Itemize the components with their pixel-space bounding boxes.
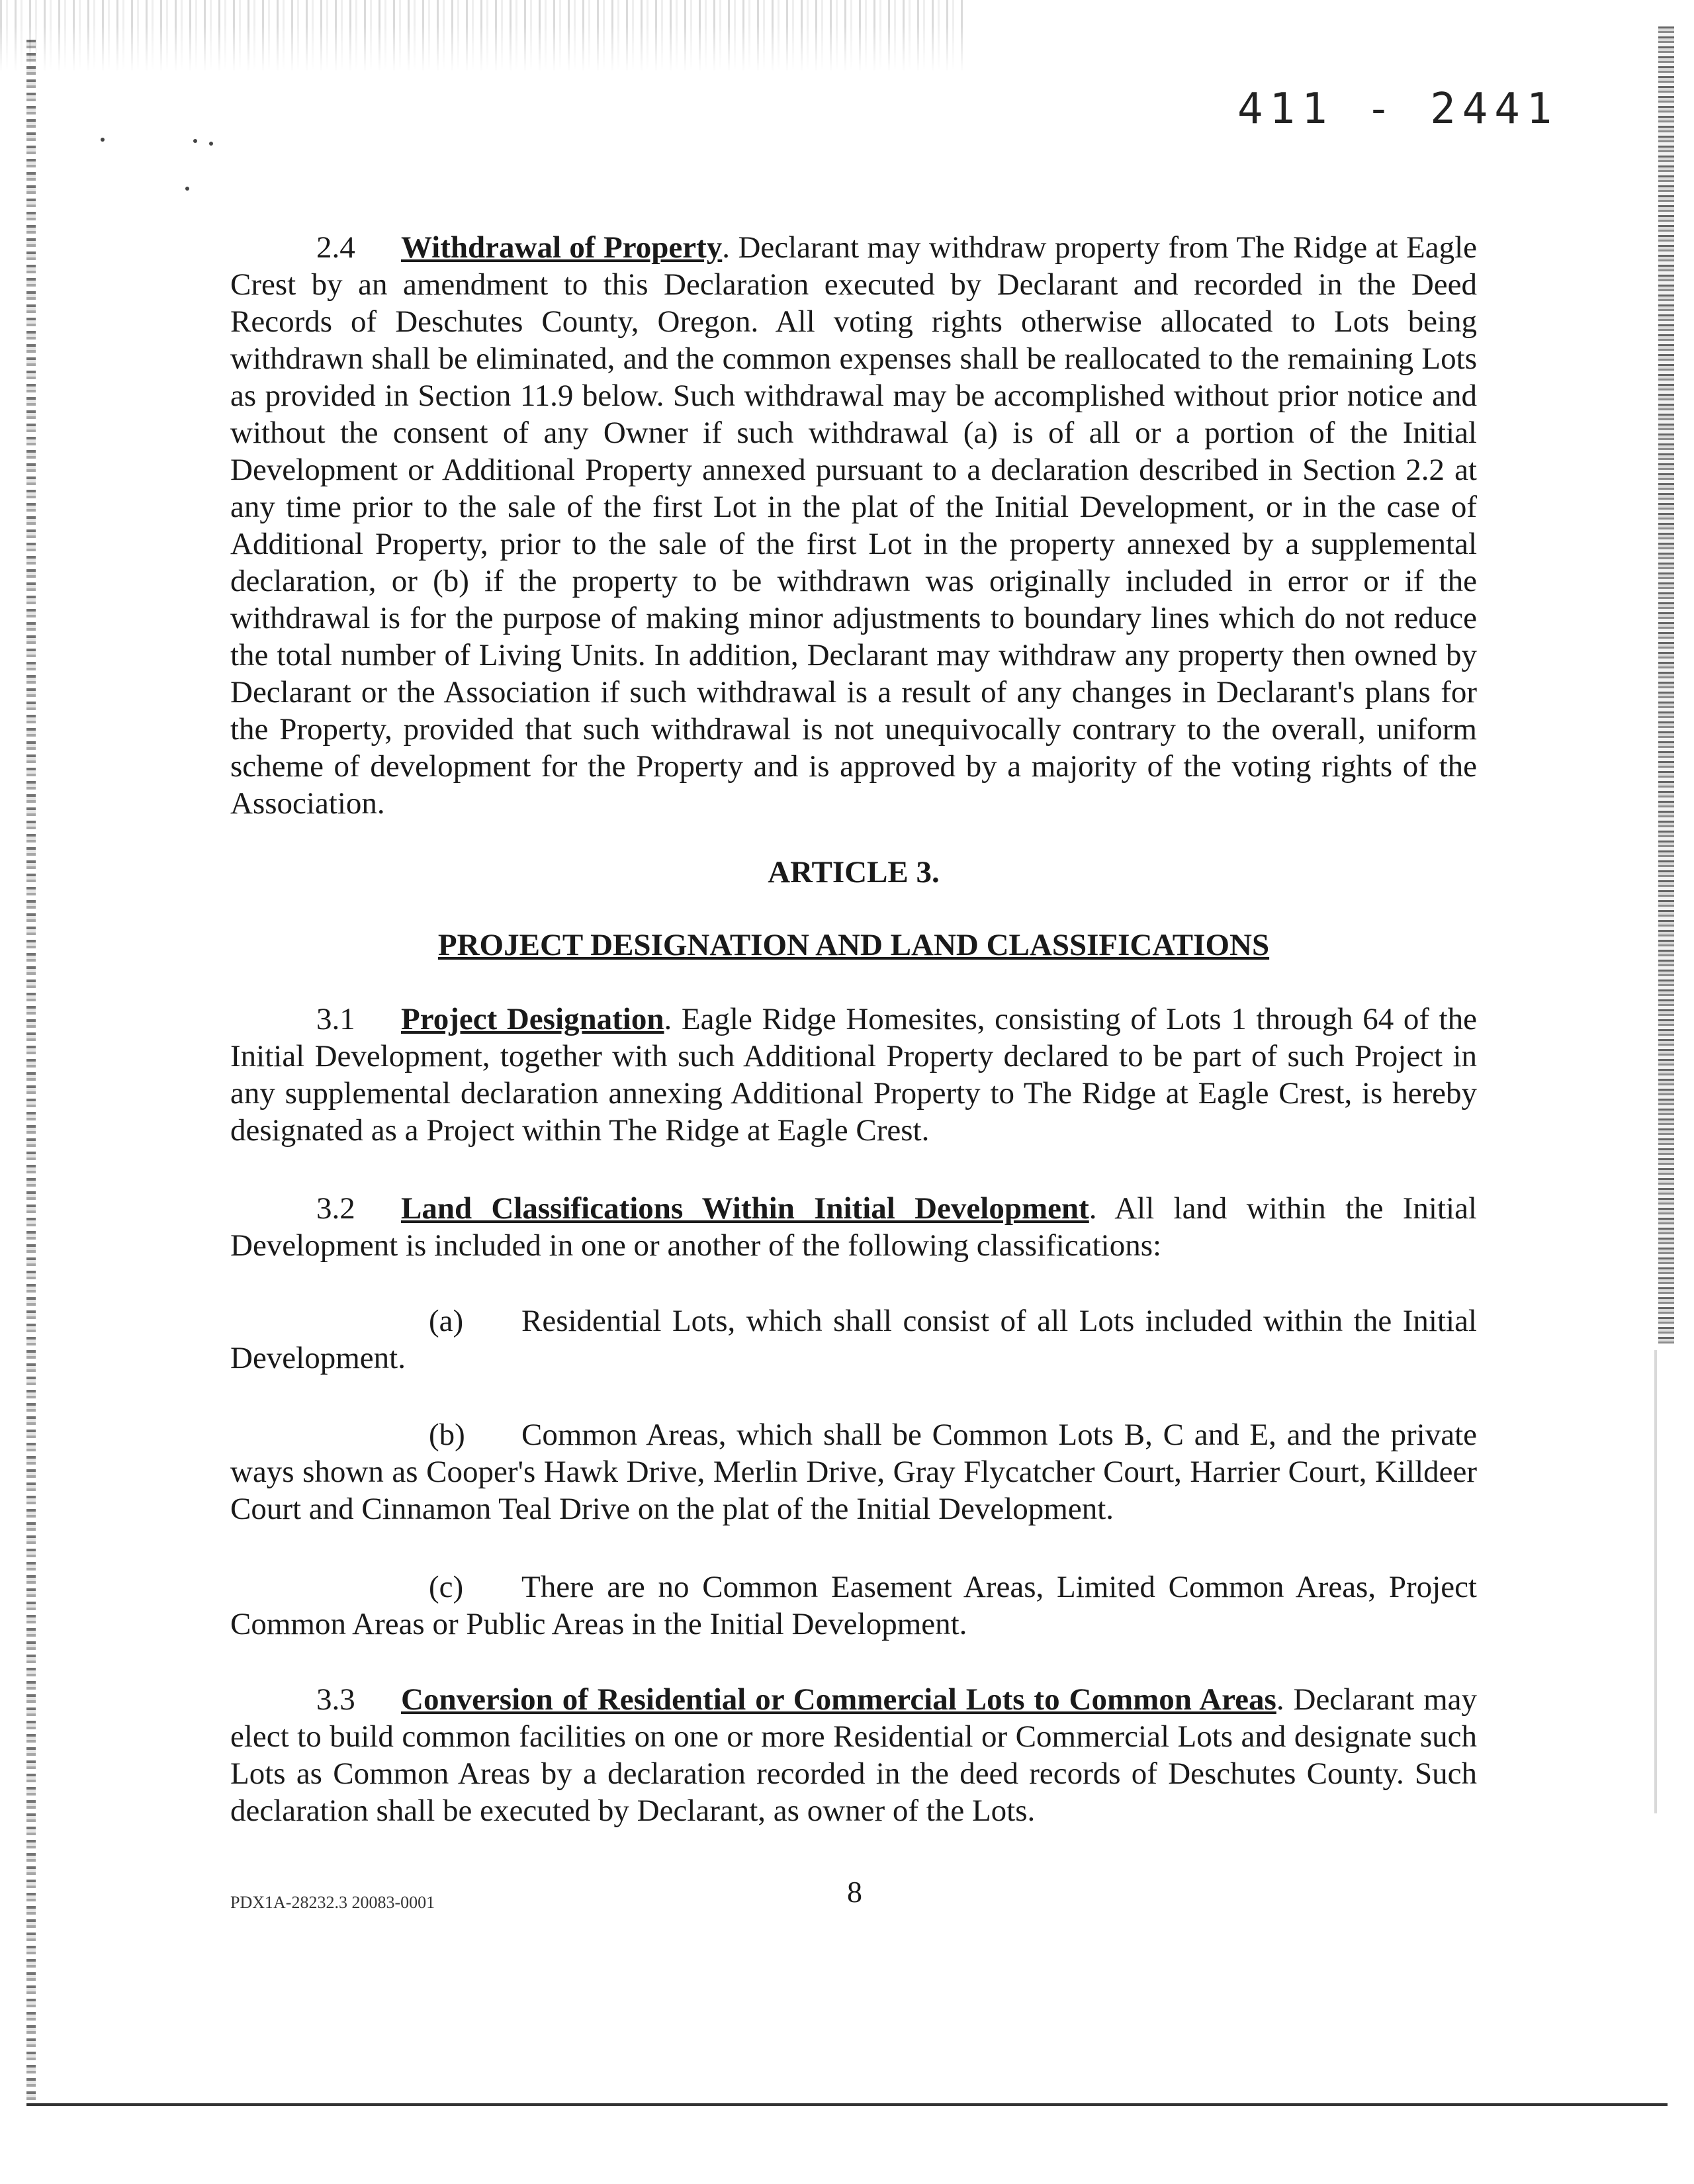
document-number: 411 - 2441 <box>1237 85 1559 134</box>
list-item-a <box>230 1302 1477 1377</box>
article-subtitle: PROJECT DESIGNATION AND LAND CLASSIFICATIONS <box>437 928 1270 962</box>
scan-speck <box>193 139 197 143</box>
scan-edge-right-lower <box>1654 1350 1657 1813</box>
scan-edge-right <box>1658 26 1674 1343</box>
scan-speck <box>185 187 189 191</box>
list-label: (a) <box>429 1304 464 1338</box>
list-text: Residential Lots, which shall consist of all Lots included within the Initial Development. <box>230 1304 1477 1375</box>
scan-speck <box>101 138 105 142</box>
section-3-2 <box>230 1190 1477 1264</box>
list-text: There are no Common Easement Areas, Limited Common Areas, Project Common Areas or Public Areas in the Initial Development. <box>230 1570 1477 1641</box>
scan-edge-left <box>26 40 36 2105</box>
section-text: . All land within the Initial Development is included in one or another of the following classifications: <box>230 1191 1477 1263</box>
footer-doc-id: PDX1A-28232.3 20083-0001 <box>230 1893 435 1912</box>
section-heading: Project Designation <box>401 1002 664 1036</box>
section-heading: Conversion of Residential or Commercial Lots to Common Areas <box>401 1682 1276 1717</box>
section-text: . Eagle Ridge Homesites, consisting of Lots 1 through 64 of the Initial Development, together with such Additional Property declared to be part of such Project in any supplemental declaration annexing Additional Property to The Ridge at Eagle Crest, is hereby designated as a Project within The Ridge at Eagle Crest. <box>230 1002 1477 1148</box>
section-text: . Declarant may elect to build common facilities on one or more Residential or Commercial Lots and designate such Lots as Common Areas by a declaration recorded in the deed records of Deschutes County. Such declaration shall be executed by Declarant, as owner of the Lots. <box>230 1682 1477 1828</box>
scan-speck <box>209 142 213 146</box>
page-number: 8 <box>847 1875 862 1909</box>
article-title: ARTICLE 3. <box>768 855 940 889</box>
section-number: 3.3 <box>316 1682 355 1717</box>
section-heading: Land Classifications Within Initial Development <box>401 1191 1089 1226</box>
section-text: . Declarant may withdraw property from The Ridge at Eagle Crest by an amendment to this Declaration executed by Declarant and recorded in the Deed Records of Deschutes County, Oregon. All voting rights otherwise allocated to Lots being withdrawn shall be eliminated, and the common expenses shall be reallocated to the remaining Lots as provided in Section 11.9 below. Such withdrawal may be accomplished without prior notice and without the consent of any Owner if such withdrawal (a) is of all or a portion of the Initial Development or Additional Property annexed pursuant to a declaration described in Section 2.2 at any time prior to the sale of the first Lot in the plat of the Initial Development, or in the case of Additional Property, prior to the sale of the first Lot in the property annexed by a supplemental declaration, or (b) if the property to be withdrawn was originally included in error or if the withdrawal is for the purpose of making minor adjustments to boundary lines which do not reduce the total number of Living Units. In addition, Declarant may withdraw any property then owned by Declarant or the Association if such withdrawal is a result of any changes in Declarant's plans for the Property, provided that such withdrawal is not unequivocally contrary to the overall, uniform scheme of development for the Property and is approved by a majority of the voting rights of the Association. <box>230 230 1477 821</box>
section-number: 3.2 <box>316 1191 355 1226</box>
section-number: 2.4 <box>316 230 355 265</box>
section-heading: Withdrawal of Property <box>401 230 723 265</box>
scan-edge-bottom <box>26 2103 1668 2106</box>
section-3-1 <box>230 1001 1477 1149</box>
section-2-4 <box>230 229 1477 822</box>
list-label: (c) <box>429 1570 464 1604</box>
list-text: Common Areas, which shall be Common Lots B, C and E, and the private ways shown as Cooper's Hawk Drive, Merlin Drive, Gray Flycatcher Court, Harrier Court, Killdeer Court and Cinnamon Teal Drive on the plat of the Initial Development. <box>230 1418 1477 1526</box>
section-3-3 <box>230 1681 1477 1829</box>
list-item-c <box>230 1569 1477 1643</box>
list-item-b <box>230 1416 1477 1527</box>
list-label: (b) <box>429 1418 465 1452</box>
section-number: 3.1 <box>316 1002 355 1036</box>
scan-noise-top <box>0 0 966 73</box>
